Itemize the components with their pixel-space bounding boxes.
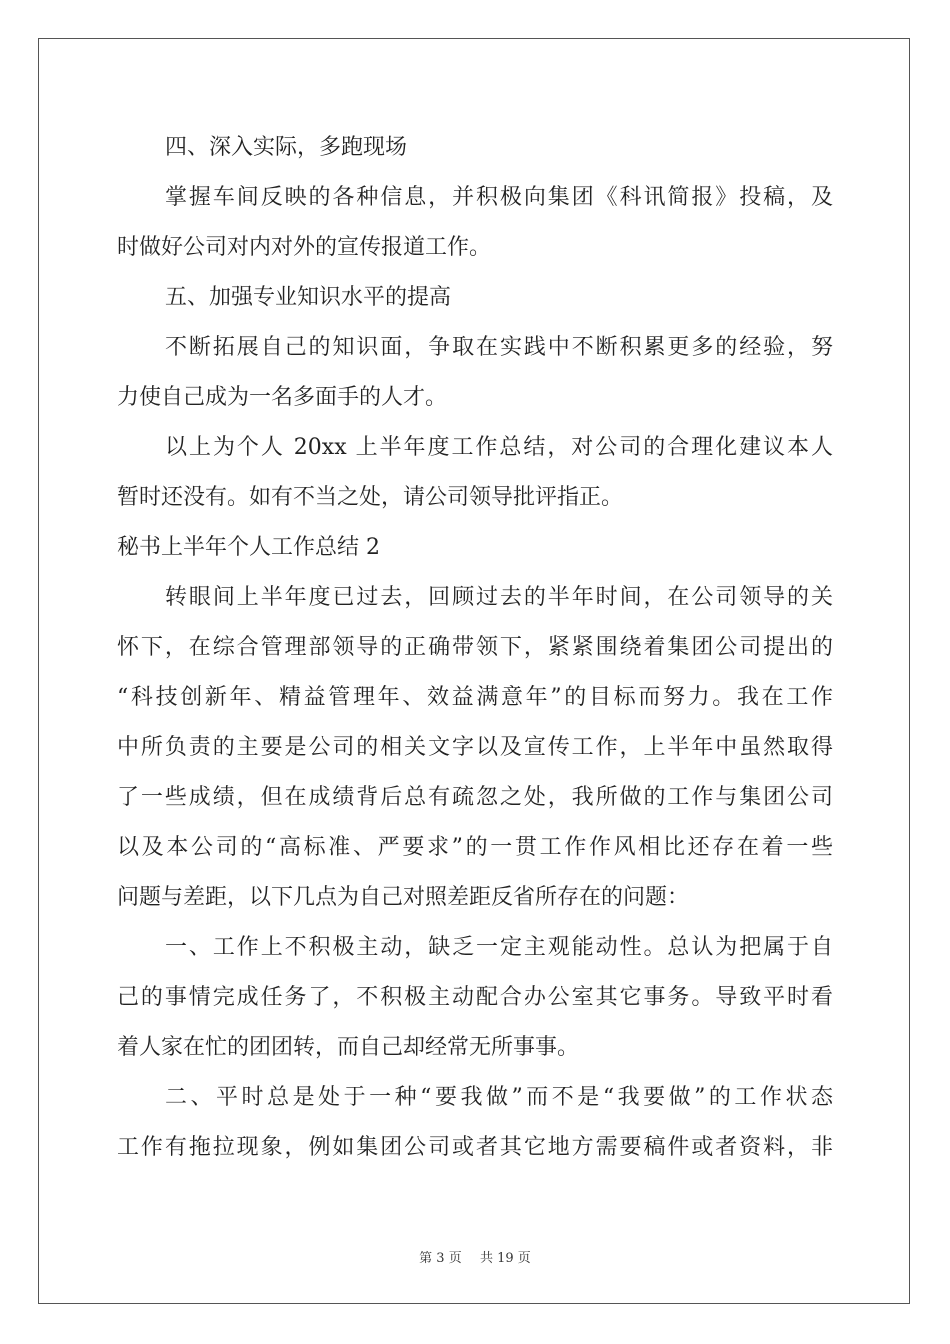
paragraph-line: 转眼间上半年度已过去，回顾过去的半年时间，在公司领导的关 (165, 585, 833, 610)
heading-4: 四、深入实际，多跑现场 (165, 135, 408, 160)
paragraph-line: 掌握车间反映的各种信息，并积极向集团《科讯简报》投稿，及 (165, 185, 833, 210)
page-footer (0, 1247, 950, 1266)
paragraph-line: 怀下，在综合管理部领导的正确带领下，紧紧围绕着集团公司提出的 (117, 635, 833, 660)
paragraph-line: 时做好公司对内对外的宣传报道工作。 (117, 235, 492, 260)
heading-5: 五、加强专业知识水平的提高 (165, 285, 452, 310)
paragraph-line: 问题与差距，以下几点为自己对照差距反省所存在的问题： (117, 885, 690, 910)
paragraph-line: 一、工作上不积极主动，缺乏一定主观能动性。总认为把属于自 (165, 935, 833, 960)
paragraph-line: “科技创新年、精益管理年、效益满意年”的目标而努力。我在工作 (117, 685, 833, 710)
page-total: 共 19 页 (480, 1251, 531, 1266)
paragraph-line: 暂时还没有。如有不当之处，请公司领导批评指正。 (117, 485, 624, 510)
paragraph-line: 力使自己成为一名多面手的人才。 (117, 385, 448, 410)
section-title: 秘书上半年个人工作总结 2 (117, 535, 380, 560)
paragraph-line: 以及本公司的“高标准、严要求”的一贯工作作风相比还存在着一些 (117, 835, 833, 860)
page-number: 第 3 页 (419, 1251, 462, 1266)
paragraph-line: 中所负责的主要是公司的相关文字以及宣传工作，上半年中虽然取得 (117, 735, 833, 760)
paragraph-line: 不断拓展自己的知识面，争取在实践中不断积累更多的经验，努 (165, 335, 833, 360)
paragraph-line: 工作有拖拉现象，例如集团公司或者其它地方需要稿件或者资料，非 (117, 1135, 833, 1160)
paragraph-line: 着人家在忙的团团转，而自己却经常无所事事。 (117, 1035, 580, 1060)
paragraph-line: 己的事情完成任务了，不积极主动配合办公室其它事务。导致平时看 (117, 985, 833, 1010)
paragraph-line: 二、平时总是处于一种“要我做”而不是“我要做”的工作状态 (165, 1085, 833, 1110)
paragraph-line: 了一些成绩，但在成绩背后总有疏忽之处，我所做的工作与集团公司 (117, 785, 833, 810)
paragraph-line: 以上为个人 20xx 上半年度工作总结，对公司的合理化建议本人 (165, 435, 833, 460)
